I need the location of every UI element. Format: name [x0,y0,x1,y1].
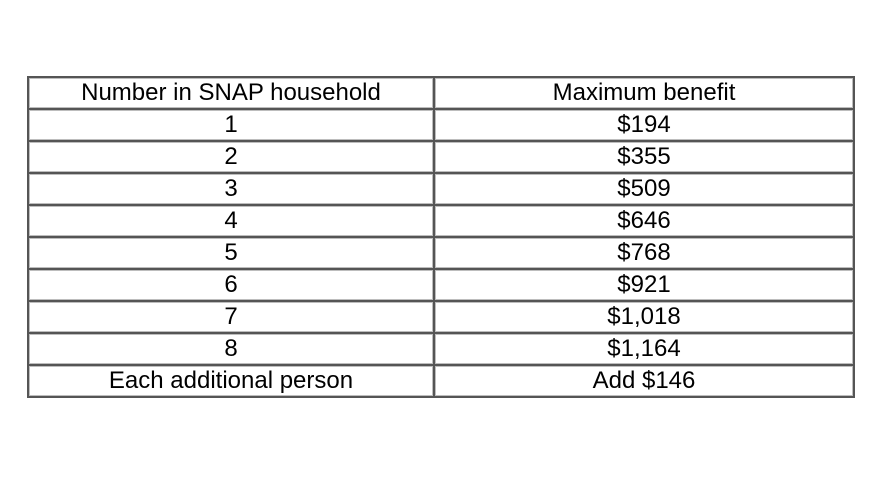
household-size-cell: 5 [28,237,434,269]
household-size-cell: 2 [28,141,434,173]
header-maximum-benefit: Maximum benefit [434,77,854,109]
household-size-cell: 6 [28,269,434,301]
household-size-cell: Each additional person [28,365,434,397]
snap-benefit-table [27,76,855,398]
snap-benefit-table-container [27,76,853,398]
header-household-size: Number in SNAP household [28,77,434,109]
maximum-benefit-cell: $355 [434,141,854,173]
table-row [28,237,854,269]
household-size-cell: 4 [28,205,434,237]
table-row [28,205,854,237]
table-row [28,365,854,397]
table-body [28,109,854,397]
table-row [28,301,854,333]
table-row [28,109,854,141]
household-size-cell: 1 [28,109,434,141]
maximum-benefit-cell: $768 [434,237,854,269]
maximum-benefit-cell: $1,018 [434,301,854,333]
household-size-cell: 8 [28,333,434,365]
maximum-benefit-cell: $194 [434,109,854,141]
table-row [28,141,854,173]
maximum-benefit-cell: Add $146 [434,365,854,397]
header-row [28,77,854,109]
table-row [28,333,854,365]
maximum-benefit-cell: $646 [434,205,854,237]
maximum-benefit-cell: $509 [434,173,854,205]
table-header [28,77,854,109]
household-size-cell: 7 [28,301,434,333]
maximum-benefit-cell: $1,164 [434,333,854,365]
household-size-cell: 3 [28,173,434,205]
table-row [28,269,854,301]
maximum-benefit-cell: $921 [434,269,854,301]
table-row [28,173,854,205]
